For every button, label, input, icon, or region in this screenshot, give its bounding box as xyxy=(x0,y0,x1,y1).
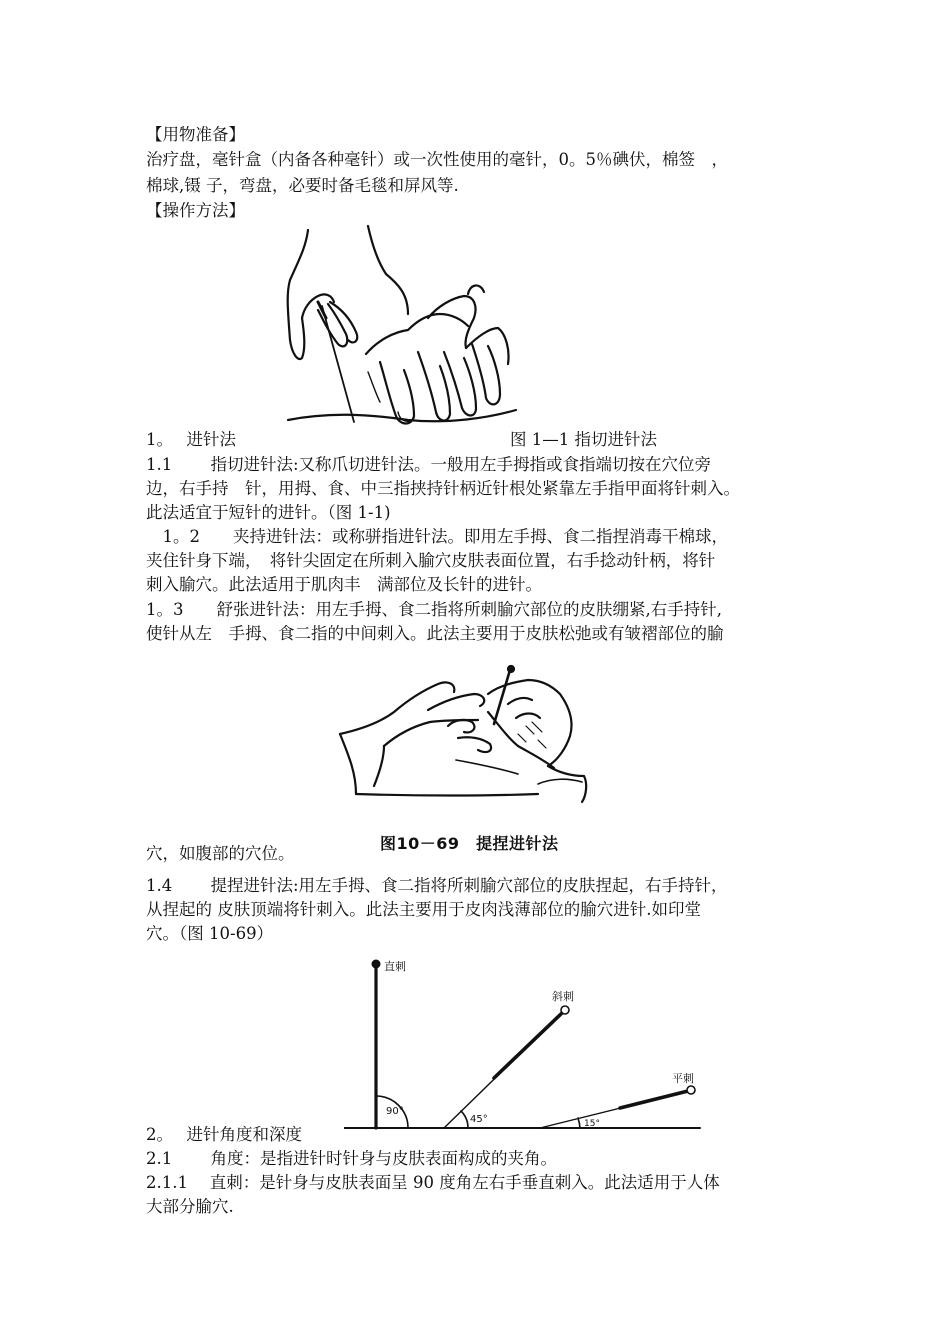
section2-1-1-line2: 大部分腧穴. xyxy=(146,1197,234,1216)
para-1-4-line2: 从捏起的 皮肤顶端将针刺入。此法主要用于皮肉浅薄部位的腧穴进针.如印堂 xyxy=(146,900,701,919)
label-horizontal: 平刺 xyxy=(672,1072,694,1085)
para-1-2-line2: 夹住针身下端， 将针尖固定在所刺入腧穴皮肤表面位置，右手捻动针柄，将针 xyxy=(146,551,716,570)
materials-text-line1: 治疗盘，毫针盒（内备各种毫针）或一次性使用的毫针，0。5％碘伏，棉签 ， xyxy=(146,150,728,169)
figure1-left-label: 1。 进针法 xyxy=(146,430,236,449)
figure1-caption: 图 1—1 指切进针法 xyxy=(510,430,657,449)
para-1-2-line3: 刺入腧穴。此法适用于肌肉丰 满部位及长针的进针。 xyxy=(146,575,542,594)
para-1-3-line2: 使针从左 手拇、食二指的中间刺入。此法主要用于皮肤松弛或有皱褶部位的腧 xyxy=(146,624,724,643)
section2-1-line: 2.1 角度：是指进针时针身与皮肤表面构成的夹角。 xyxy=(146,1149,557,1168)
para-1-1-line3: 此法适宜于短针的进针。（图 1-1) xyxy=(146,503,391,522)
para-1-3-line1: 1。3 舒张进针法：用左手拇、食二指将所刺腧穴部位的皮肤绷紧,右手持针, xyxy=(146,600,722,619)
materials-text-line2: 棉球,镊 子，弯盘，必要时备毛毯和屏风等. xyxy=(146,176,459,195)
angle-45-label: 45° xyxy=(470,1114,488,1125)
para-1-4-line1: 1.4 提捏进针法:用左手拇、食二指将所刺腧穴部位的皮肤捏起，右手持针， xyxy=(146,876,728,895)
materials-heading: 【用物准备】 xyxy=(146,125,245,144)
angle-15-label: 15° xyxy=(584,1119,600,1129)
figure-needle-angles-diagram xyxy=(344,948,704,1134)
label-vertical: 直刺 xyxy=(384,960,406,973)
para-1-1-line1: 1.1 指切进针法:又称爪切进针法。一般用左手拇指或食指端切按在穴位旁 xyxy=(146,455,712,474)
figure-pinch-illustration xyxy=(338,664,590,806)
para-1-1-line2: 边，右手持 针，用拇、食、中三指挟持针柄近针根处紧靠左手指甲面将针刺入。 xyxy=(146,479,740,498)
para-1-3-line3: 穴，如腹部的穴位。 xyxy=(146,844,295,863)
method-heading: 【操作方法】 xyxy=(146,201,245,220)
figure-finger-press-illustration xyxy=(268,222,518,432)
label-oblique: 斜刺 xyxy=(552,990,574,1003)
section2-1-1-line1: 2.1.1 直刺：是针身与皮肤表面呈 90 度角左右手垂直刺入。此法适用于人体 xyxy=(146,1173,720,1192)
section2-heading: 2。 进针角度和深度 xyxy=(146,1125,302,1144)
angle-90-label: 90° xyxy=(386,1106,404,1117)
figure2-caption: 图10－69 提捏进针法 xyxy=(380,834,559,853)
para-1-4-line3: 穴。（图 10-69） xyxy=(146,924,274,943)
para-1-2-line1: 1。2 夹持进针法：或称骈指进针法。即用左手拇、食二指捏消毒干棉球， xyxy=(146,527,728,546)
